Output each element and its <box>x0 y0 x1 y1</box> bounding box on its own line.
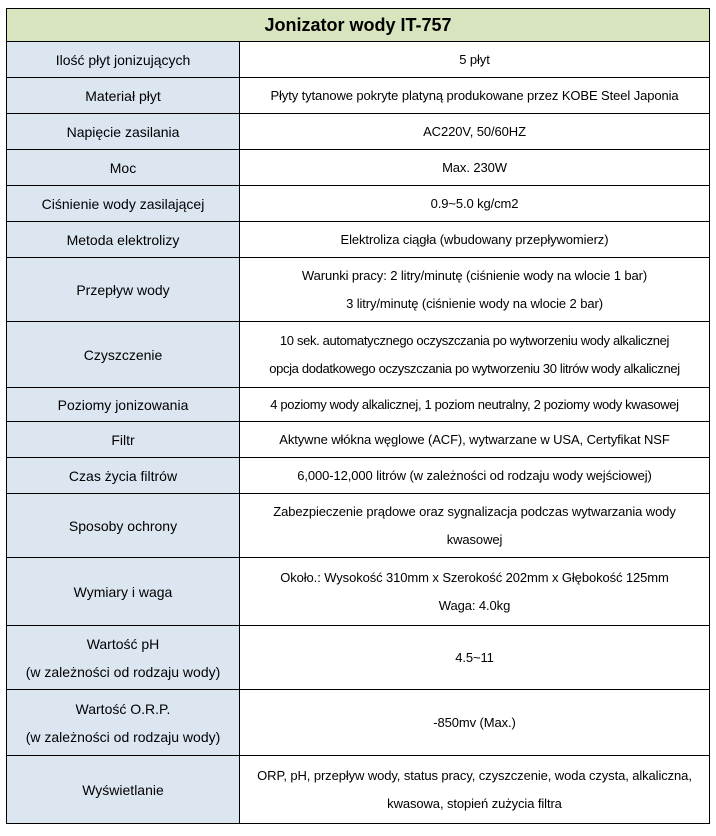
spec-row <box>7 558 710 626</box>
spec-label: Wartość O.R.P. <box>75 700 171 717</box>
spec-row <box>7 186 710 222</box>
spec-row <box>7 388 710 422</box>
spec-value-cell <box>240 558 710 626</box>
spec-value: Warunki pracy: 2 litry/minutę (ciśnienie wody na wlocie 1 bar) <box>301 267 648 283</box>
spec-label: Moc <box>109 159 137 176</box>
spec-row <box>7 150 710 186</box>
spec-label-cell <box>7 186 240 222</box>
spec-value: Aktywne włókna węglowe (ACF), wytwarzane w USA, Certyfikat NSF <box>279 431 670 447</box>
spec-row <box>7 222 710 258</box>
spec-label: Czyszczenie <box>83 346 163 363</box>
spec-value-cell <box>240 458 710 494</box>
spec-label-cell <box>7 78 240 114</box>
spec-label: Ilość płyt jonizujących <box>55 51 191 68</box>
spec-row <box>7 458 710 494</box>
spec-label: Ciśnienie wody zasilającej <box>41 195 205 212</box>
spec-label-cell <box>7 114 240 150</box>
spec-value: 5 płyt <box>459 51 490 67</box>
spec-label-cell <box>7 388 240 422</box>
spec-label: Wymiary i waga <box>73 583 173 600</box>
spec-label-cell <box>7 494 240 558</box>
spec-label: Materiał płyt <box>85 87 161 104</box>
spec-label: Czas życia filtrów <box>68 467 178 484</box>
spec-value: 3 litry/minutę (ciśnienie wody na wlocie 2 bar) <box>346 295 603 311</box>
title-row <box>7 9 710 42</box>
spec-label: Metoda elektrolizy <box>66 231 180 248</box>
spec-label: Sposoby ochrony <box>68 517 178 534</box>
spec-row <box>7 258 710 322</box>
spec-label: Przepływ wody <box>76 281 170 298</box>
spec-label: (w zależności od rodzaju wody) <box>25 663 221 680</box>
spec-value-cell <box>240 258 710 322</box>
spec-value: Elektroliza ciągła (wbudowany przepływomierz) <box>340 231 609 247</box>
spec-label-cell <box>7 222 240 258</box>
spec-row <box>7 42 710 78</box>
spec-value: opcja dodatkowego oczyszczania po wytworzeniu 30 litrów wody alkalicznej <box>269 360 680 376</box>
spec-value-cell <box>240 322 710 388</box>
spec-row <box>7 626 710 690</box>
spec-label-cell <box>7 558 240 626</box>
spec-value: ORP, pH, przepływ wody, status pracy, czyszczenie, woda czysta, alkaliczna, kwasowa, stopień zużycia filtra <box>257 767 692 811</box>
spec-row <box>7 422 710 458</box>
spec-value: Zabezpieczenie prądowe oraz sygnalizacja podczas wytwarzania wody kwasowej <box>273 503 676 547</box>
spec-label-cell <box>7 258 240 322</box>
spec-label: (w zależności od rodzaju wody) <box>25 728 221 745</box>
spec-label: Filtr <box>111 431 135 448</box>
spec-label-cell <box>7 322 240 388</box>
spec-row <box>7 114 710 150</box>
spec-value-cell <box>240 690 710 756</box>
spec-row <box>7 690 710 756</box>
spec-value: Około.: Wysokość 310mm x Szerokość 202mm x Głębokość 125mm <box>280 569 669 585</box>
spec-value-cell <box>240 222 710 258</box>
spec-value: 10 sek. automatycznego oczyszczania po wytworzeniu wody alkalicznej <box>279 332 670 348</box>
spec-value: Max. 230W <box>442 159 507 175</box>
spec-label-cell <box>7 42 240 78</box>
spec-value: -850mv (Max.) <box>433 714 516 730</box>
spec-label-cell <box>7 150 240 186</box>
spec-row <box>7 322 710 388</box>
spec-value-cell <box>240 150 710 186</box>
spec-row <box>7 78 710 114</box>
spec-label-cell <box>7 756 240 824</box>
spec-value: 4.5~11 <box>455 649 494 665</box>
spec-value-cell <box>240 494 710 558</box>
spec-value-cell <box>240 388 710 422</box>
spec-value-cell <box>240 756 710 824</box>
spec-value: 4 poziomy wody alkalicznej, 1 poziom neutralny, 2 poziomy wody kwasowej <box>270 396 679 412</box>
spec-label-cell <box>7 458 240 494</box>
spec-body <box>7 42 710 824</box>
spec-value: Płyty tytanowe pokryte platyną produkowane przez KOBE Steel Japonia <box>270 87 679 103</box>
spec-row <box>7 756 710 824</box>
spec-value: AC220V, 50/60HZ <box>423 123 526 139</box>
spec-value-cell <box>240 114 710 150</box>
spec-value-cell <box>240 422 710 458</box>
spec-label-cell <box>7 422 240 458</box>
spec-value-cell <box>240 626 710 690</box>
spec-value-cell <box>240 42 710 78</box>
spec-row <box>7 494 710 558</box>
table-title: Jonizator wody IT-757 <box>7 9 710 42</box>
spec-value-cell <box>240 186 710 222</box>
spec-label-cell <box>7 690 240 756</box>
spec-table <box>6 8 710 824</box>
spec-value: 0.9~5.0 kg/cm2 <box>430 195 519 211</box>
spec-value: Waga: 4.0kg <box>438 597 511 613</box>
spec-label: Poziomy jonizowania <box>57 396 189 413</box>
spec-value-cell <box>240 78 710 114</box>
spec-value: 6,000-12,000 litrów (w zależności od rodzaju wody wejściowej) <box>297 467 652 483</box>
spec-label: Napięcie zasilania <box>66 123 180 140</box>
spec-label: Wartość pH <box>86 635 160 652</box>
spec-label: Wyświetlanie <box>82 781 164 798</box>
spec-label-cell <box>7 626 240 690</box>
